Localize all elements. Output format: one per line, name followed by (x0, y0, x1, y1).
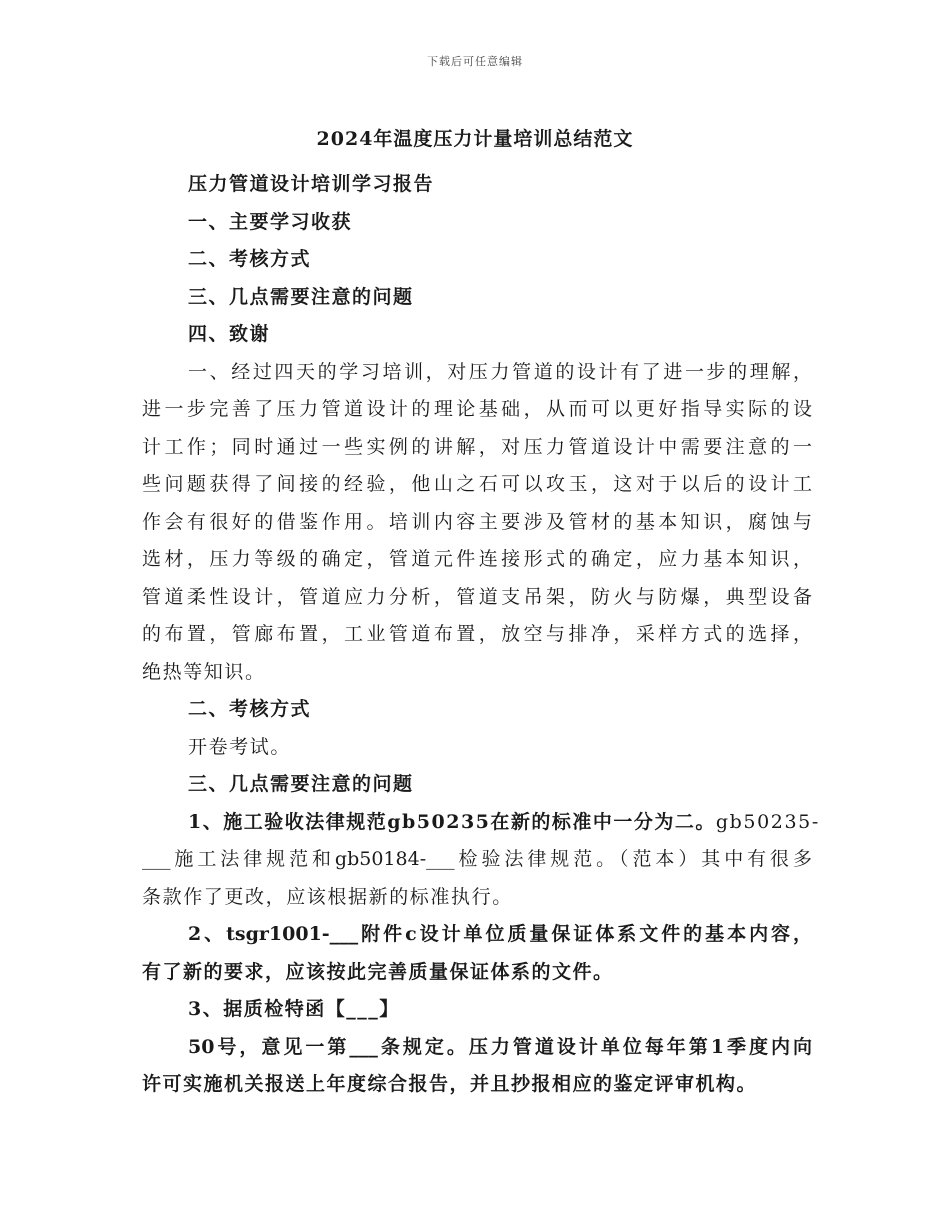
paragraph-line: 些问题获得了间接的经验，他山之石可以攻玉，这对于以后的设计工 (142, 473, 812, 495)
paragraph-line: 3、据质检特函【___】 (188, 998, 400, 1020)
paragraph-line: 管道柔性设计，管道应力分析，管道支吊架，防火与防爆，典型设备 (142, 585, 812, 608)
paragraph-line: 作会有很好的借鉴作用。培训内容主要涉及管材的基本知识，腐蚀与 (142, 510, 812, 533)
header-note: 下载后可任意编辑 (427, 55, 523, 68)
paragraph-line: 50号，意见一第___条规定。压力管道设计单位每年第1季度内向 (188, 1035, 812, 1058)
outline-item: 一、主要学习收获 (188, 210, 353, 233)
section-heading: 二、考核方式 (188, 698, 312, 720)
paragraph-line: 绝热等知识。 (142, 660, 266, 683)
paragraph-line: ___施工法律规范和gb50184-___检验法律规范。（范本）其中有很多 (142, 848, 812, 870)
outline-heading: 压力管道设计培训学习报告 (188, 173, 435, 195)
paragraph-line: 进一步完善了压力管道设计的理论基础，从而可以更好指导实际的设 (142, 398, 812, 420)
paragraph-line: 的布置，管廊布置，工业管道布置，放空与排净，采样方式的选择， (142, 623, 812, 645)
paragraph-line: 许可实施机关报送上年度综合报告，并且抄报相应的鉴定评审机构。 (142, 1073, 758, 1095)
document-body (142, 166, 820, 1104)
section-heading: 三、几点需要注意的问题 (188, 773, 414, 795)
paragraph-line: 有了新的要求，应该按此完善质量保证体系的文件。 (142, 960, 614, 983)
paragraph-line: 计工作；同时通过一些实例的讲解，对压力管道设计中需要注意的一 (142, 435, 812, 458)
paragraph-line: 2、tsgr1001-___附件c设计单位质量保证体系文件的基本内容， (188, 923, 812, 945)
outline-item: 三、几点需要注意的问题 (188, 285, 414, 308)
paragraph-line: 条款作了更改，应该根据新的标准执行。 (142, 885, 513, 908)
paragraph-line (142, 804, 820, 842)
paragraph-line: 选材，压力等级的确定，管道元件连接形式的确定，应力基本知识， (142, 548, 812, 570)
page-title: 2024年温度压力计量培训总结范文 (316, 128, 634, 150)
outline-item: 四、致谢 (188, 323, 271, 345)
paragraph-line: 开卷考试。 (188, 735, 292, 758)
item1-normal-text: gb50235- (715, 810, 820, 833)
paragraph-line: 一、经过四天的学习培训，对压力管道的设计有了进一步的理解， (188, 360, 812, 383)
outline-item: 二、考核方式 (188, 248, 312, 270)
item1-bold-text: 1、施工验收法律规范gb50235在新的标准中一分为二。 (188, 810, 716, 833)
